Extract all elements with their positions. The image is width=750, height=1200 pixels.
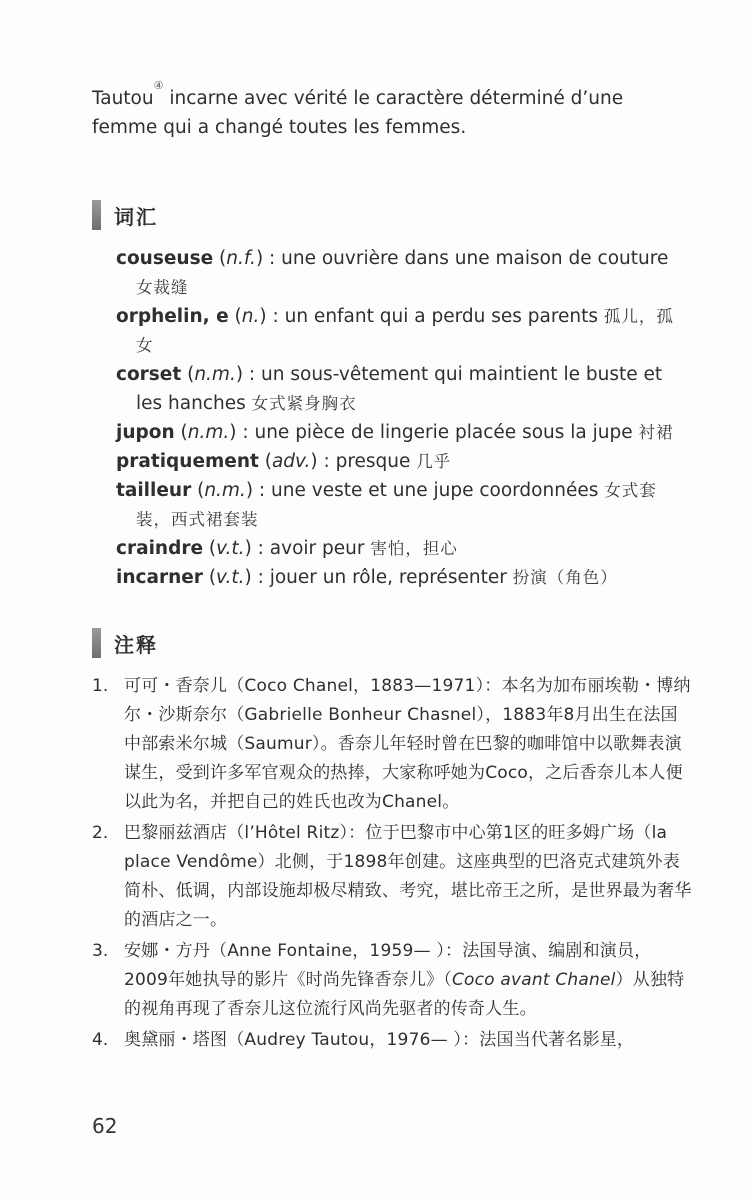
footnote-ref-4: ④ bbox=[153, 78, 164, 92]
vocab-term: corset bbox=[116, 364, 182, 385]
vocab-pos: v.t. bbox=[216, 567, 245, 588]
vocab-entry: jupon (n.m.) : une pièce de lingerie placée sous la jupe 衬裙 bbox=[116, 422, 674, 443]
vocab-definition: : presque bbox=[317, 451, 417, 472]
vocab-chinese: 几乎 bbox=[416, 452, 452, 471]
intro-paragraph bbox=[92, 78, 692, 142]
vocab-definition: : un sous-vêtement qui maintient le buste et les hanches bbox=[136, 364, 663, 414]
note-item bbox=[92, 1026, 692, 1055]
vocab-heading bbox=[92, 200, 158, 230]
note-item bbox=[92, 819, 692, 935]
vocab-chinese: 扮演（角色） bbox=[512, 568, 618, 587]
vocab-entry: couseuse (n.f.) : une ouvrière dans une maison de couture 女裁缝 bbox=[116, 248, 669, 297]
vocab-entry: incarner (v.t.) : jouer un rôle, représenter 扮演（角色） bbox=[116, 567, 618, 588]
vocab-entry: tailleur (n.m.) : une veste et une jupe coordonnées 女式套装，西式裙套装 bbox=[116, 480, 657, 529]
film-title: Coco avant Chanel bbox=[451, 970, 616, 990]
note-item bbox=[92, 937, 692, 1024]
vocab-definition: : une ouvrière dans une maison de couture bbox=[263, 248, 669, 269]
vocab-term: craindre bbox=[116, 538, 203, 559]
heading-bar bbox=[92, 628, 101, 658]
vocab-chinese: 衬裙 bbox=[638, 423, 674, 442]
heading-bar bbox=[92, 200, 101, 230]
vocab-term: jupon bbox=[116, 422, 175, 443]
page-number: 62 bbox=[92, 1114, 118, 1138]
note-number: 4. bbox=[92, 1030, 109, 1050]
vocab-chinese: 孤儿，孤女 bbox=[136, 307, 674, 355]
vocab-definition: : une pièce de lingerie placée sous la jupe bbox=[236, 422, 639, 443]
vocab-entry: craindre (v.t.) : avoir peur 害怕，担心 bbox=[116, 538, 458, 559]
vocab-chinese: 害怕，担心 bbox=[370, 539, 458, 558]
vocab-heading-text: 词汇 bbox=[114, 204, 158, 229]
vocab-term: orphelin, e bbox=[116, 306, 229, 327]
note-text bbox=[124, 937, 692, 1024]
notes-heading-text: 注释 bbox=[114, 632, 158, 657]
notes-heading bbox=[92, 628, 158, 658]
note-text: 奥黛丽・塔图（Audrey Tautou，1976— ）：法国当代著名影星， bbox=[124, 1030, 635, 1050]
note-text-before: 安娜・方丹（Anne Fontaine，1959— ）：法国导演、编剧和演员，2009年她执导的影片《时尚先锋香奈儿》（ bbox=[124, 941, 652, 990]
note-number: 2. bbox=[92, 823, 109, 843]
note-text: 可可・香奈儿（Coco Chanel，1883—1971）：本名为加布丽埃勒・博纳尔・沙斯奈尔（Gabrielle Bonheur Chasnel），1883年8月出生在法国中部索米尔城（Saumur）。香奈儿年轻时曾在巴黎的咖啡馆中以歌舞表演谋生，受到许多军官观众的热捧，大家称呼她为Coco，之后香奈儿本人便以此为名，并把自己的姓氏也改为Chanel。 bbox=[124, 676, 691, 812]
vocab-pos: v.t. bbox=[216, 538, 245, 559]
vocab-term: pratiquement bbox=[116, 451, 259, 472]
vocab-pos: n.f. bbox=[226, 248, 256, 269]
vocab-definition: : avoir peur bbox=[251, 538, 371, 559]
vocab-term: tailleur bbox=[116, 480, 192, 501]
vocab-pos: n.m. bbox=[194, 364, 236, 385]
vocab-list bbox=[116, 244, 690, 592]
intro-word: Tautou bbox=[92, 88, 154, 109]
vocab-entry: corset (n.m.) : un sous-vêtement qui maintient le buste et les hanches 女式紧身胸衣 bbox=[116, 364, 663, 414]
note-number: 1. bbox=[92, 676, 109, 696]
vocab-definition: : une veste et une jupe coordonnées bbox=[253, 480, 605, 501]
vocab-pos: n.m. bbox=[204, 480, 246, 501]
note-text-after: ）从独特的视角再现了香奈儿这位流行风尚先驱者的传奇人生。 bbox=[124, 970, 685, 1019]
vocab-definition: : un enfant qui a perdu ses parents bbox=[266, 306, 604, 327]
vocab-term: couseuse bbox=[116, 248, 214, 269]
intro-text: incarne avec vérité le caractère déterminé d’une femme qui a changé toutes les femmes. bbox=[92, 88, 624, 138]
vocab-pos: n. bbox=[241, 306, 260, 327]
vocab-entry: orphelin, e (n.) : un enfant qui a perdu ses parents 孤儿，孤女 bbox=[116, 306, 674, 355]
vocab-term: incarner bbox=[116, 567, 203, 588]
note-number: 3. bbox=[92, 941, 109, 961]
vocab-chinese: 女裁缝 bbox=[136, 278, 189, 297]
vocab-definition: : jouer un rôle, représenter bbox=[251, 567, 513, 588]
note-item bbox=[92, 672, 692, 817]
vocab-chinese: 女式紧身胸衣 bbox=[251, 394, 357, 413]
vocab-pos: n.m. bbox=[187, 422, 230, 443]
notes-list bbox=[92, 672, 692, 1057]
vocab-pos: adv. bbox=[271, 451, 311, 472]
vocab-chinese: 女式套装，西式裙套装 bbox=[136, 481, 657, 529]
note-text: 巴黎丽兹酒店（l’Hôtel Ritz）：位于巴黎市中心第1区的旺多姆广场（la place Vendôme）北侧，于1898年创建。这座典型的巴洛克式建筑外表简朴、低调，内部设施却极尽精致、考究，堪比帝王之所，是世界最为奢华的酒店之一。 bbox=[124, 823, 692, 930]
vocab-entry: pratiquement (adv.) : presque 几乎 bbox=[116, 451, 452, 472]
